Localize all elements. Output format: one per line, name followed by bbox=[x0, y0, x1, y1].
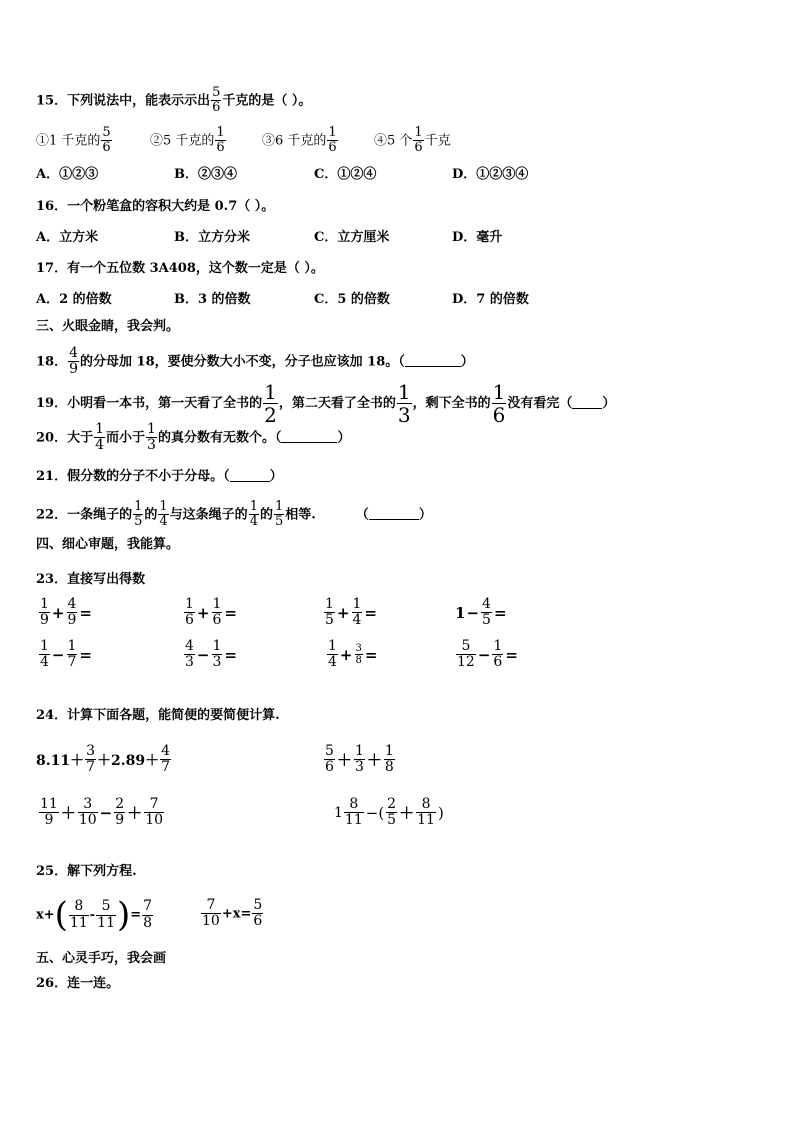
choice-b[interactable]: B．立方分米 bbox=[174, 230, 250, 245]
q23-title: 23．直接写出得数 bbox=[36, 572, 146, 587]
q15-option-2: ②5 千克的 $\frac{1}{6}$ bbox=[150, 125, 225, 156]
equation: $\frac{7}{10}$ +x= $\frac{5}{6}$ bbox=[202, 897, 263, 930]
oral-calc-item: $\frac{4}{3}$ − $\frac{1}{3}$ = bbox=[185, 638, 237, 671]
q25-title: 25．解下列方程. bbox=[36, 864, 137, 879]
q15-options bbox=[36, 126, 451, 156]
q18: 18． $\frac{4}{9}$ 的分母加 18，要使分数大小不变，分子也应该加 18。（ ） bbox=[36, 345, 474, 378]
oral-calc-item: $\frac{1}{4}$ + $\frac{3}{8}$ = bbox=[328, 638, 378, 671]
answer-blank[interactable] bbox=[230, 471, 270, 482]
answer-blank[interactable] bbox=[405, 356, 461, 367]
q17-stem: 17．有一个五位数 3A408，这个数一定是（ ）。 bbox=[36, 261, 324, 276]
q16-choices bbox=[36, 231, 502, 244]
equation: x+( $\frac{8}{11}$ - $\frac{5}{11}$ )= $\frac{7}{8}$ bbox=[36, 895, 153, 935]
oral-calc-item: $\frac{5}{12}$ − $\frac{1}{6}$ = bbox=[457, 638, 518, 671]
q24-title: 24．计算下面各题，能简便的要简便计算. bbox=[36, 708, 280, 723]
choice-d[interactable]: D．7 的倍数 bbox=[452, 292, 529, 307]
calc-expression: 1 $\frac{8}{11}$ −( $\frac{2}{5}$ ＋ $\frac{8}{11}$ ) bbox=[334, 796, 444, 829]
q15-choices bbox=[36, 168, 528, 181]
answer-blank[interactable] bbox=[281, 432, 337, 443]
oral-calc-item: $\frac{1}{5}$ + $\frac{1}{4}$ = bbox=[325, 596, 377, 629]
choice-c[interactable]: C．①②④ bbox=[314, 167, 377, 182]
choice-a[interactable]: A．①②③ bbox=[36, 167, 99, 182]
choice-c[interactable]: C．立方厘米 bbox=[314, 230, 390, 245]
q16-stem: 16．一个粉笔盒的容积大约是 0.7（ ）。 bbox=[36, 199, 275, 214]
answer-blank[interactable] bbox=[572, 398, 602, 409]
q19: 19．小明看一本书，第一天看了全书的 $\frac{1}{2}$ ，第二天看了全书的 $\frac{1}{3}$ ，剩下全书的 $\frac{1}{6}$ 没有看完（ ） bbox=[36, 380, 616, 427]
fraction: $\frac{5}{6}$ bbox=[212, 85, 221, 116]
q26-stem: 26．连一连。 bbox=[36, 976, 120, 991]
q17-choices bbox=[36, 293, 529, 306]
section-heading-4: 四、细心审题，我能算。 bbox=[36, 537, 180, 552]
q15-stem: 15．下列说法中，能表示示出 $\frac{5}{6}$ 千克的是（ ）。 bbox=[36, 85, 312, 116]
calc-expression: 8.11＋ $\frac{3}{7}$ ＋2.89＋ $\frac{4}{7}$ bbox=[36, 743, 171, 776]
choice-b[interactable]: B．②③④ bbox=[174, 167, 237, 182]
q22: 22．一条绳子的 $\frac{1}{5}$ 的 $\frac{1}{4}$ 与这条绳子的 $\frac{1}{4}$ 的 $\frac{1}{5}$ 相等. （ ） bbox=[36, 499, 432, 530]
choice-d[interactable]: D．①②③④ bbox=[452, 167, 529, 182]
oral-calc-item: $\frac{1}{4}$ − $\frac{1}{7}$ = bbox=[40, 638, 92, 671]
oral-calc-item: $\frac{1}{9}$ + $\frac{4}{9}$ = bbox=[40, 596, 92, 629]
q15-option-4: ④5 个 $\frac{1}{6}$ 千克 bbox=[374, 125, 451, 156]
q21: 21．假分数的分子不小于分母。（ ） bbox=[36, 469, 283, 484]
choice-a[interactable]: A．2 的倍数 bbox=[36, 292, 112, 307]
q15-option-1: ①1 千克的 $\frac{5}{6}$ bbox=[36, 125, 111, 156]
choice-d[interactable]: D．毫升 bbox=[452, 230, 503, 245]
choice-c[interactable]: C．5 的倍数 bbox=[314, 292, 390, 307]
choice-b[interactable]: B．3 的倍数 bbox=[174, 292, 251, 307]
q15-option-3: ③6 千克的 $\frac{1}{6}$ bbox=[262, 125, 337, 156]
calc-expression: $\frac{11}{9}$ ＋ $\frac{3}{10}$ − $\frac{2}{9}$ ＋ $\frac{7}{10}$ bbox=[40, 796, 164, 829]
q20: 20．大于 $\frac{1}{4}$ 而小于 $\frac{1}{3}$ 的真分数有无数个。（ ） bbox=[36, 421, 351, 454]
choice-a[interactable]: A．立方米 bbox=[36, 230, 99, 245]
oral-calc-item: $\frac{1}{6}$ + $\frac{1}{6}$ = bbox=[185, 596, 237, 629]
answer-blank[interactable] bbox=[369, 509, 419, 520]
section-heading-5: 五、心灵手巧，我会画 bbox=[36, 951, 167, 966]
oral-calc-item: 1− $\frac{4}{5}$ = bbox=[455, 596, 507, 629]
section-heading-3: 三、火眼金睛，我会判。 bbox=[36, 319, 180, 334]
calc-expression: $\frac{5}{6}$ ＋ $\frac{1}{3}$ ＋ $\frac{1}{8}$ bbox=[325, 743, 394, 776]
